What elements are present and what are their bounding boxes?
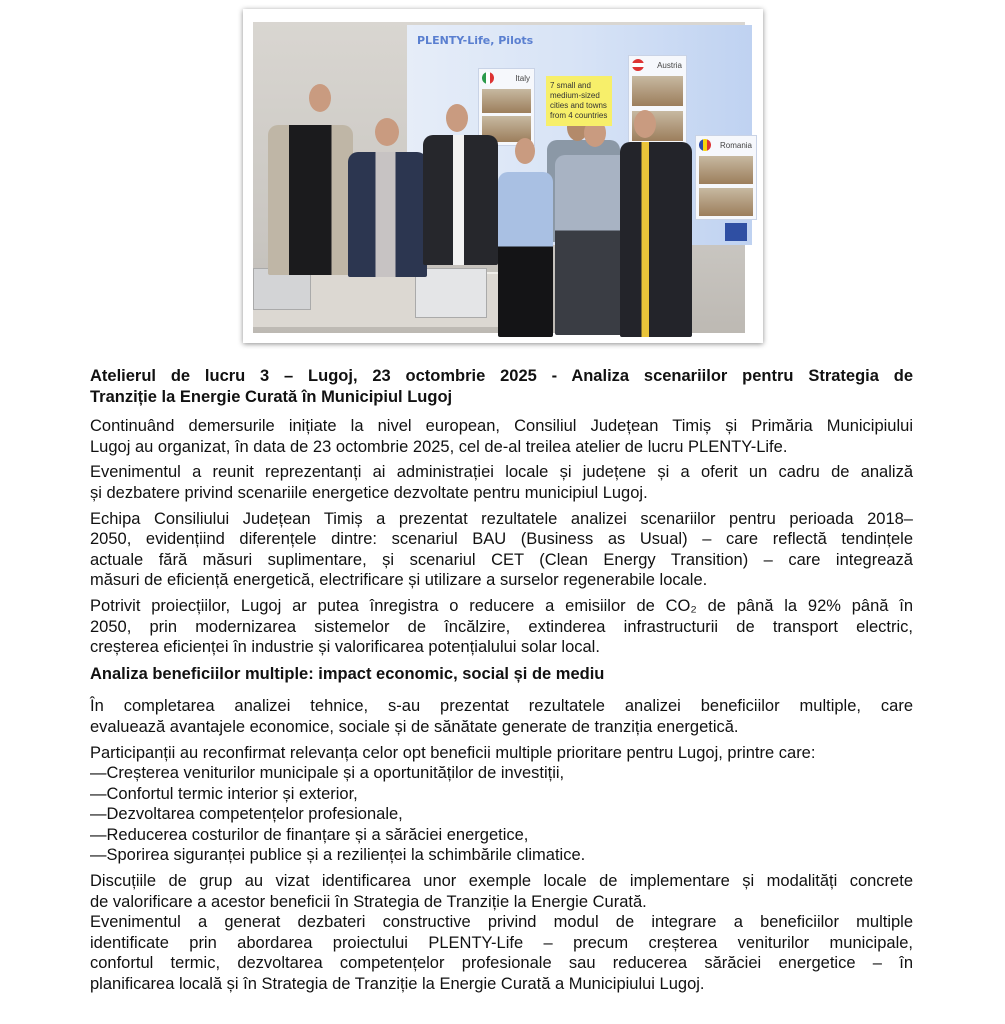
city-image: [632, 76, 683, 106]
romania-flag-icon: [699, 139, 711, 151]
text-line: creșterea eficienței în industrie și valorificarea potențialului solar local.: [90, 638, 600, 657]
text-line: Lugoj au organizat, în data de 23 octombrie 2025, cel de-al treilea atelier de lucru PLENTY-Life.: [90, 437, 788, 456]
article-title: [90, 366, 913, 407]
text-line: Discuțiile de grup au vizat identificarea unor exemple locale de implementare și modalități concrete: [90, 872, 913, 891]
article-body: [90, 366, 913, 1000]
text-line: Tranziție la Energie Curată în Municipiul Lugoj: [90, 387, 453, 406]
text-line: măsuri de eficiență energetică, electrificare și utilizare a surselor regenerabile locale.: [90, 571, 708, 590]
list-item: —Dezvoltarea competențelor profesionale,: [90, 805, 403, 824]
paragraph: [90, 509, 913, 591]
text-line: identificate prin abordarea proiectului PLENTY-Life – precum creșterea veniturilor municipale,: [90, 933, 913, 952]
benefits-list: [90, 743, 913, 867]
text-line: 2050, evidențiind diferențele dintre: scenariul BAU (Business as Usual) – care reflectă tendințele: [90, 530, 913, 549]
paragraph: [90, 696, 913, 737]
list-item: —Creșterea veniturilor municipale și a oportunităților de investiții,: [90, 764, 565, 783]
card-label: Romania: [719, 141, 752, 150]
text-line: Participanții au reconfirmat relevanța celor opt beneficii multiple prioritare pentru Lugoj, printre care:: [90, 743, 816, 762]
italy-flag-icon: [482, 72, 494, 84]
paragraph: [90, 416, 913, 457]
text-line: planificarea locală și în Strategia de Tranziție la Energie Curată a Municipiului Lugoj.: [90, 975, 705, 994]
text-line: Potrivit proiecțiilor, Lugoj ar putea înregistra o reducere a emisiilor de CO₂ de până la 92% până în: [90, 596, 913, 615]
list-item: —Reducerea costurilor de finanțare și a sărăciei energetice,: [90, 825, 529, 844]
paragraph: [90, 871, 913, 995]
city-image: [699, 156, 753, 184]
text-line: de valorificare a acestor beneficii în Strategia de Tranziție la Energie Curată.: [90, 892, 647, 911]
text-line: Continuând demersurile inițiate la nivel european, Consiliul Județean Timiș și Primăria Municipiului: [90, 417, 913, 436]
card-label: Austria: [657, 61, 682, 70]
paragraph: [90, 596, 913, 658]
section-heading: [90, 664, 913, 685]
text-line: Echipa Consiliului Județean Timiș a prezentat rezultatele analizei scenariilor pentru perioada 2018–: [90, 509, 913, 528]
slide-title: PLENTY-Life, Pilots: [417, 34, 534, 47]
list-item: —Sporirea siguranței publice și a rezilienței la schimbările climatice.: [90, 846, 586, 865]
text-line: 2050, prin modernizarea sistemelor de încălzire, extinderea infrastructurii de transport electric,: [90, 617, 913, 636]
text-line: Analiza beneficiilor multiple: impact economic, social și de mediu: [90, 664, 605, 683]
text-line: Evenimentul a reunit reprezentanți ai administrației locale și județene și a oferit un cadru de analiză: [90, 463, 913, 482]
text-line: actuale fără măsuri suplimentare, și scenariul CET (Clean Energy Transition) – care integrează: [90, 550, 913, 569]
city-image: [482, 89, 531, 113]
text-line: Evenimentul a generat dezbateri constructive privind modul de integrare a beneficiilor multiple: [90, 913, 913, 932]
text-line: Atelierul de lucru 3 – Lugoj, 23 octombrie 2025 - Analiza scenariilor pentru Strategia de: [90, 367, 913, 385]
text-line: confortul termic, dezvoltarea competențelor profesionale sau reducerea sărăciei energetice – în: [90, 954, 913, 973]
list-item: —Confortul termic interior și exterior,: [90, 784, 358, 803]
text-line: evaluează avantajele economice, sociale și de sănătate generate de tranziția energetică.: [90, 717, 739, 736]
sticky-note: 7 small and medium-sized cities and towns from 4 countries: [546, 76, 612, 126]
event-photo-frame: [243, 9, 763, 343]
austria-flag-icon: [632, 59, 644, 71]
slide-card-romania: [695, 135, 757, 220]
paragraph: [90, 462, 913, 503]
text-line: și dezbatere privind scenariile energetice dezvoltate pentru municipiul Lugoj.: [90, 483, 648, 502]
text-line: În completarea analizei tehnice, s-au prezentat rezultatele analizei beneficiilor multiple, care: [90, 697, 913, 716]
card-label: Italy: [515, 74, 530, 83]
city-image: [699, 188, 753, 216]
eu-flag-icon: [725, 223, 747, 241]
event-photo: [253, 22, 752, 333]
